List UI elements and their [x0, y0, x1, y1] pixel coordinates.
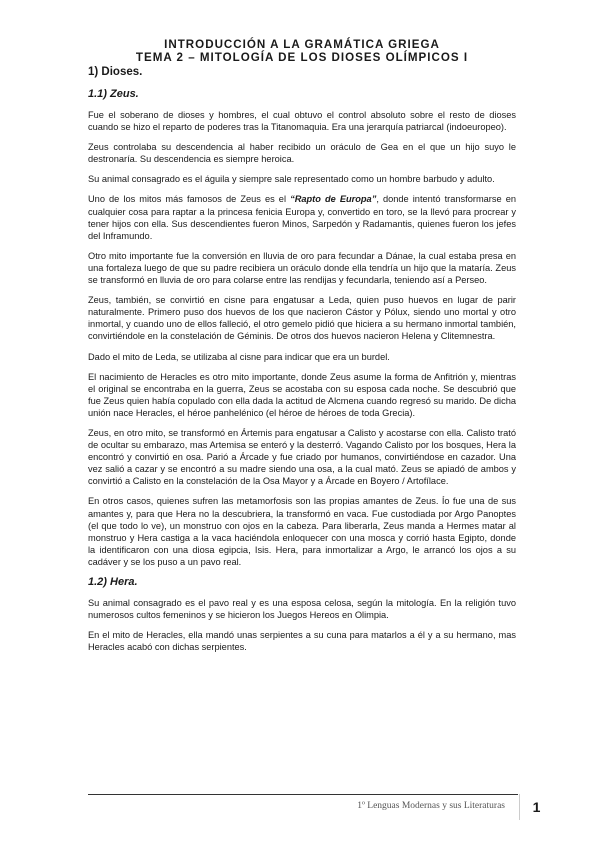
document-title-line1: INTRODUCCIÓN A LA GRAMÁTICA GRIEGA	[164, 38, 440, 51]
paragraph: El nacimiento de Heracles es otro mito importante, donde Zeus asume la forma de Anfitrión y, mientras el original se encontraba en la guerra, Zeus se acostaba con su esposa cada noche. Se descubrió que fue Zeus quien había copulado con ella dada la actitud de Alcmena cuando regresó su marido. De dicha unión nace Heracles, el héroe panhelénico (el héroe de héroes de toda Grecia).	[88, 371, 516, 418]
document-page	[88, 38, 516, 661]
paragraph: Zeus, también, se convirtió en cisne para engatusar a Leda, quien puso huevos en lugar de parir naturalmente. Primero puso dos huevos de los que nacieron Cástor y Pólux, siendo uno mortal y otro inmortal, y cuando uno de ellos falleció, el otro gemelo pidió que hiciera a su hermano inmortal también, convirtiéndole en la constelación de Géminis. De otros dos huevos nacieron Helena y Clitemnestra.	[88, 295, 516, 342]
text-run: , donde intentó transformarse en cualquier cosa para raptar a la princesa fenicia Europa y, convertido en toro, se la llevó para procrear y tener hijos con ella. Sus descendientes fueron Minos, Sarpedón y Radamantis, quienes fueron los jefes del Inframundo.	[88, 194, 516, 241]
paragraph: Zeus controlaba su descendencia al haber recibido un oráculo de Gea en el que un hijo suyo le destronaría. Su descendencia es siempre heroica.	[88, 142, 516, 165]
section-heading-dioses: 1) Dioses.	[88, 66, 143, 78]
footer-course-name: 1º Lenguas Modernas y sus Literaturas	[357, 801, 505, 811]
paragraph: Otro mito importante fue la conversión en lluvia de oro para fecundar a Dánae, la cual estaba presa en una fortaleza luego de que su padre recibiera un oráculo donde ella tendría un hijo que la mataría. Zeus se transformó en lluvia de oro para colarse entre las rendijas y fecundarla, teniendo así a Perseo.	[88, 250, 516, 286]
page-number: 1	[519, 794, 553, 820]
paragraph: Zeus, en otro mito, se transformó en Ártemis para engatusar a Calisto y acostarse con ella. Calisto trató de ocultar su embarazo, mas Artemisa se enteró y la desterró. Vagando Calisto por los bosques, Hera la encontró y convirtió en osa. Parió a Árcade y fue criado por humanos, convirtiéndose en cazador. Una vez salió a cazar y se encontró a su madre siendo una osa, a la cual mató. Zeus se apiadó de ambos y convirtió a Calisto en la constelación de la Osa Mayor y a Árcade en Boyero / Artofílace.	[88, 427, 516, 487]
paragraph: Su animal consagrado es el pavo real y es una esposa celosa, según la mitología. En la religión tuvo numerosos cultos femeninos y se hicieron los Juegos Hereos en Olimpia.	[88, 598, 516, 621]
paragraph: Dado el mito de Leda, se utilizaba al cisne para indicar que era un burdel.	[88, 351, 390, 362]
paragraph: Fue el soberano de dioses y hombres, el cual obtuvo el control absoluto sobre el resto de dioses cuando se hizo el reparto de poderes tras la Titanomaquia. Era una jerarquía patriarcal (indoeuropeo).	[88, 110, 516, 133]
paragraph: En el mito de Heracles, ella mandó unas serpientes a su cuna para matarlos a él y a su hermano, mas Heracles acabó con dichas serpientes.	[88, 630, 516, 653]
paragraph-rapto-europa	[88, 193, 516, 241]
subsection-heading-zeus: 1.1) Zeus.	[88, 88, 139, 100]
paragraph: En otros casos, quienes sufren las metamorfosis son las propias amantes de Zeus. Ío fue una de sus amantes y, para que Hera no la descubriera, la transformó en vaca. Fue custodiada por Argo Panoptes (el que todo lo ve), un monstruo con ojos en la cabeza. Para liberarla, Zeus manda a Hermes matar al monstruo y Hera castiga a la vaca haciéndola enloquecer con una mosca y corrió hasta Egipto, donde la identificaron con una diosa egipcia, Isis. Hera, para inmortalizar a Argo, le arrancó los ojos a su cadáver y se los puso a un pavo real.	[88, 496, 516, 567]
document-title-line2: TEMA 2 – MITOLOGÍA DE LOS DIOSES OLÍMPICOS I	[135, 51, 469, 64]
paragraph: Su animal consagrado es el águila y siempre sale representado como un hombre barbudo y adulto.	[88, 174, 495, 185]
emphasis-rapto-europa: “Rapto de Europa”	[290, 194, 377, 205]
footer-divider	[88, 794, 518, 795]
subsection-heading-hera: 1.2) Hera.	[88, 576, 138, 588]
text-run: Uno de los mitos más famosos de Zeus es el	[88, 194, 291, 205]
